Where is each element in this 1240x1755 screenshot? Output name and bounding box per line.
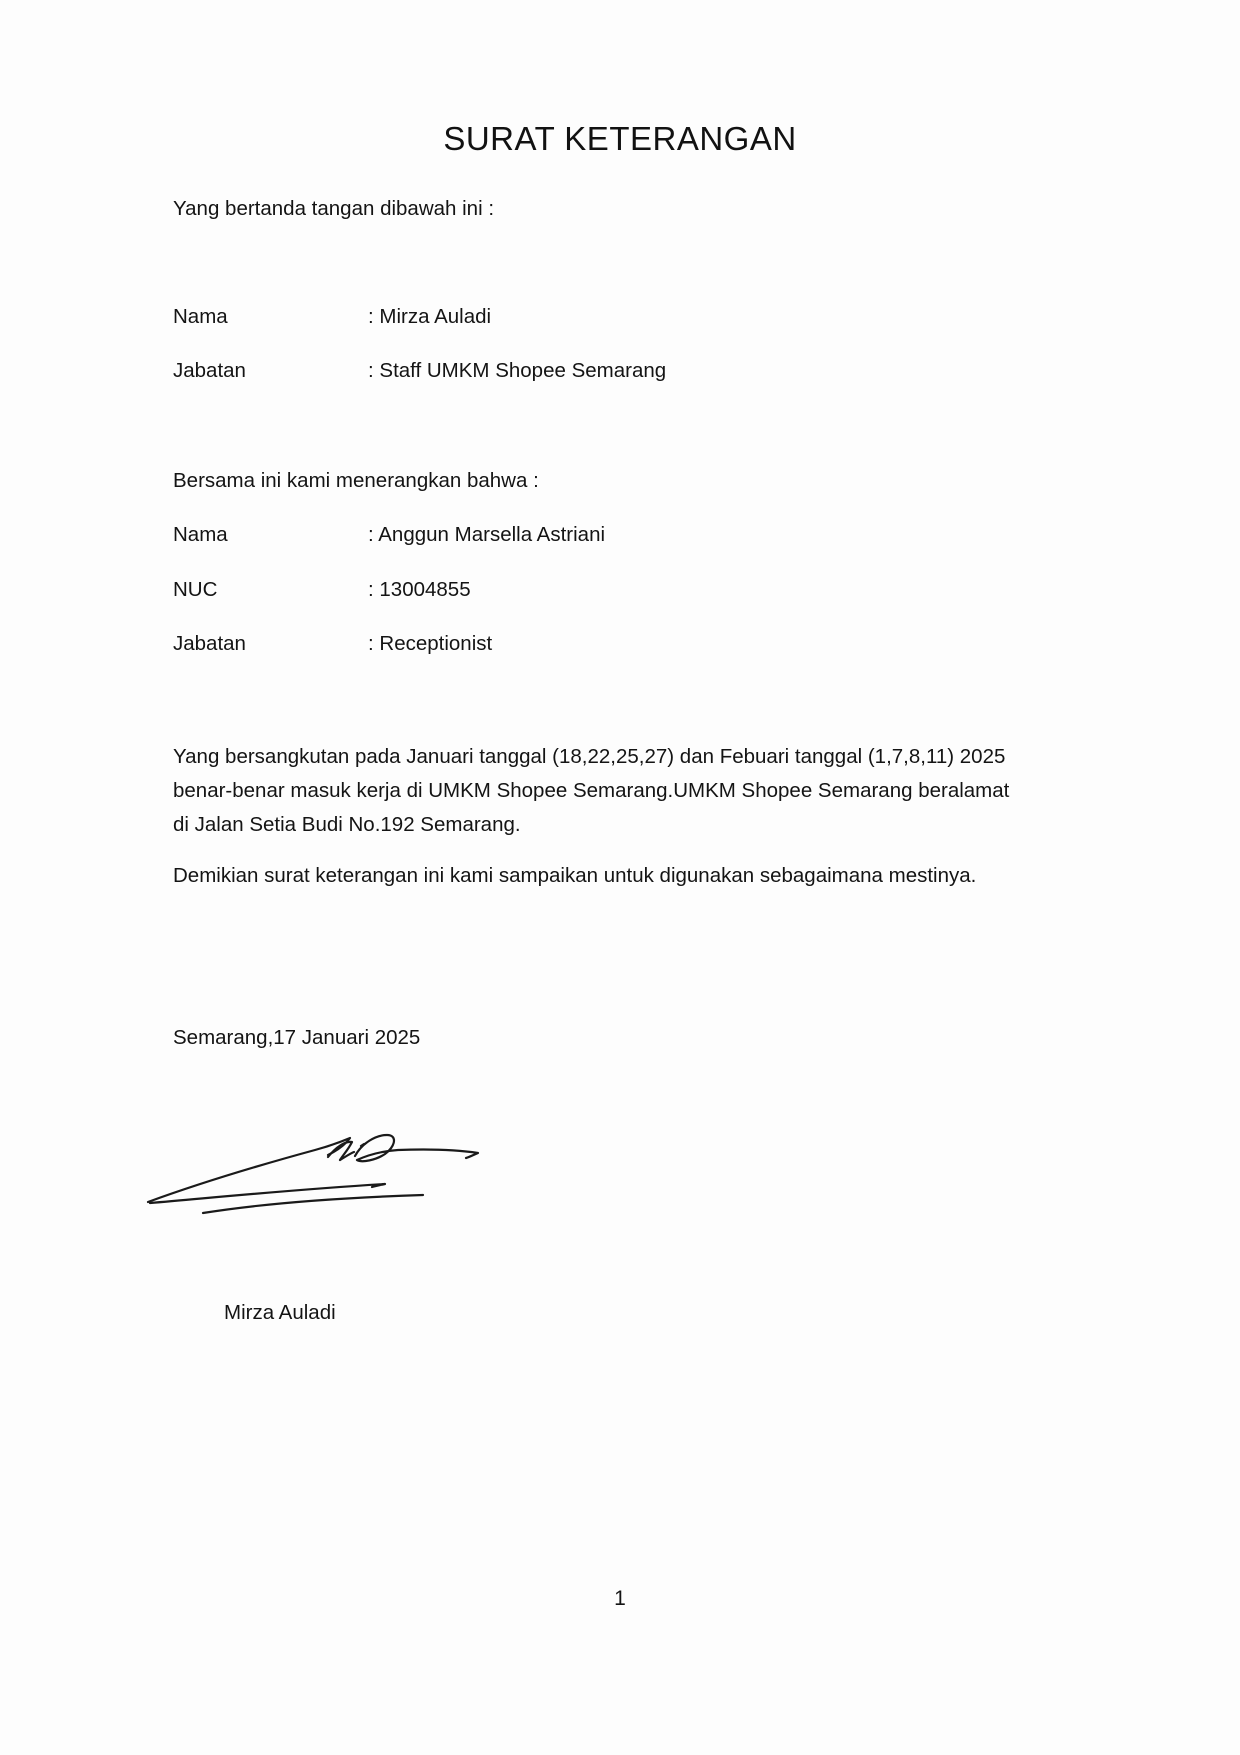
signatory-name-row	[173, 305, 491, 330]
subject-position-row	[173, 632, 492, 657]
body-paragraph	[173, 740, 1073, 842]
subject-nuc-value: : 13004855	[368, 578, 471, 601]
subject-name-label: Nama	[173, 523, 228, 546]
closing-text: Demikian surat keterangan ini kami sampaikan untuk digunakan sebagaimana mestinya.	[173, 864, 977, 887]
subject-nuc-row	[173, 578, 471, 603]
subject-position-value: : Receptionist	[368, 632, 493, 655]
signatory-position-value: : Staff UMKM Shopee Semarang	[368, 359, 667, 382]
handwritten-signature	[140, 1105, 500, 1225]
intro-text: Yang bertanda tangan dibawah ini :	[173, 197, 495, 220]
signatory-name-label: Nama	[173, 305, 228, 328]
body-line: benar-benar masuk kerja di UMKM Shopee Semarang.UMKM Shopee Semarang beralamat	[173, 779, 1010, 802]
body-line: Yang bersangkutan pada Januari tanggal (18,22,25,27) dan Febuari tanggal (1,7,8,11) 2025	[173, 745, 1006, 768]
subject-name-value: : Anggun Marsella Astriani	[368, 523, 606, 546]
page-number: 1	[614, 1587, 626, 1610]
signatory-name-value: : Mirza Auladi	[368, 305, 492, 328]
signatory-position-label: Jabatan	[173, 359, 246, 382]
subject-nuc-label: NUC	[173, 578, 218, 601]
subject-name-row	[173, 523, 605, 548]
signatory-position-row	[173, 359, 666, 384]
signer-name: Mirza Auladi	[224, 1301, 336, 1324]
body-line: di Jalan Setia Budi No.192 Semarang.	[173, 813, 521, 836]
place-date: Semarang,17 Januari 2025	[173, 1026, 421, 1049]
subject-position-label: Jabatan	[173, 632, 246, 655]
document-title: SURAT KETERANGAN	[443, 120, 797, 157]
statement-intro: Bersama ini kami menerangkan bahwa :	[173, 469, 539, 492]
